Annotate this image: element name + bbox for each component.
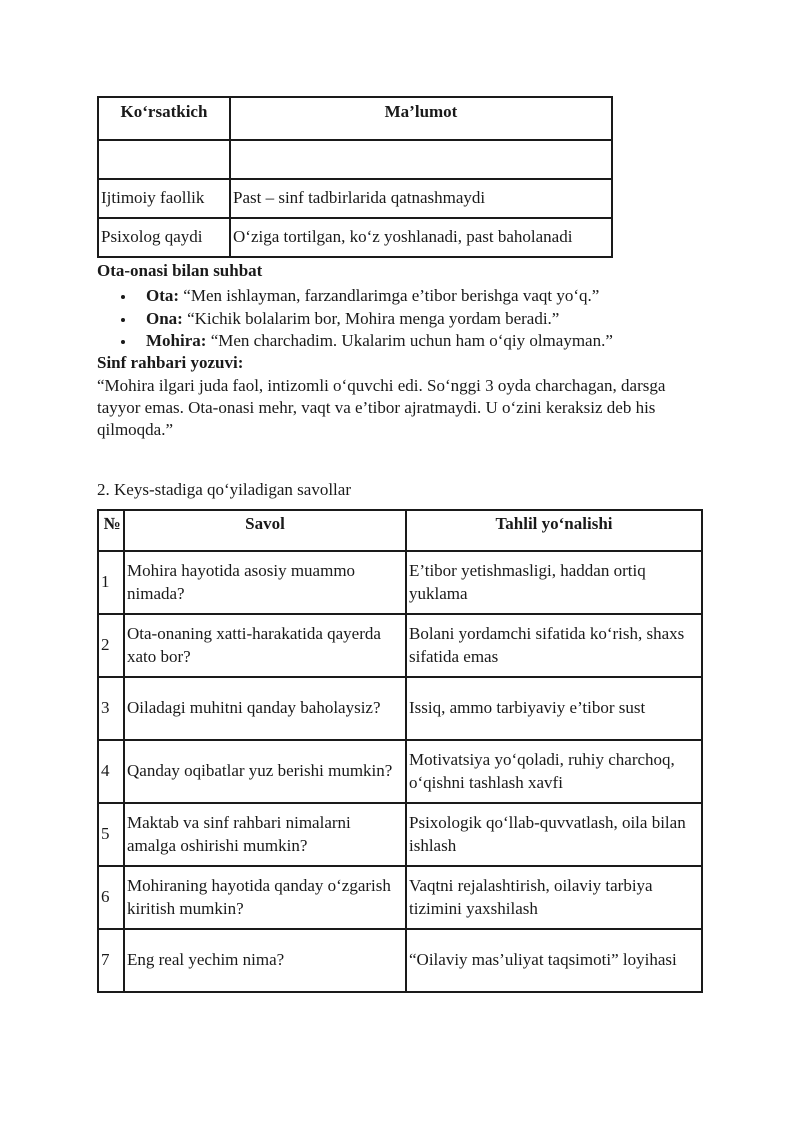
question-cell: Oiladagi muhitni qanday baholaysiz? [124,677,406,740]
table-row [98,677,702,740]
row-number: 3 [98,677,124,740]
analysis-cell: Motivatsiya yo‘qoladi, ruhiy charchoq, o‘qishni tashlash xavfi [406,740,702,803]
analysis-cell: Bolani yordamchi sifatida ko‘rish, shaxs sifatida emas [406,614,702,677]
header-indicator: Ko‘rsatkich [98,97,230,140]
table-row [98,740,702,803]
teacher-note-text: “Mohira ilgari juda faol, intizomli o‘quvchi edi. So‘nggi 3 oyda charchagan, darsga tayyor emas. Ota-onasi mehr, vaqt va e’tibor ajratmaydi. U o‘zini keraksiz deb his qilmoqda.” [97,376,666,440]
quote-text: “Men charchadim. Ukalarim uchun ham o‘qiy olmayman.” [206,331,613,350]
info-table-header [98,97,612,140]
table-row [98,218,612,257]
table-cell: Ijtimoiy faollik [98,179,230,218]
row-number: 6 [98,866,124,929]
questions-table [97,509,703,993]
list-item [97,308,613,331]
table-row [98,179,612,218]
quote-text: “Men ishlayman, farzandlarimga e’tibor berishga vaqt yo‘q.” [179,286,600,305]
header-info: Ma’lumot [230,97,612,140]
speaker-label: Ota: [146,286,180,305]
table-row [98,803,702,866]
analysis-cell: Vaqtni rejalashtirish, oilaviy tarbiya tizimini yaxshilash [406,866,702,929]
question-cell: Eng real yechim nima? [124,929,406,992]
speaker-label: Mohira: [146,331,207,350]
row-number: 4 [98,740,124,803]
analysis-cell: Issiq, ammo tarbiyaviy e’tibor sust [406,677,702,740]
question-cell: Qanday oqibatlar yuz berishi mumkin? [124,740,406,803]
table-cell: O‘ziga tortilgan, ko‘z yoshlanadi, past baholanadi [230,218,612,257]
analysis-cell: “Oilaviy mas’uliyat taqsimoti” loyihasi [406,929,702,992]
header-question: Savol [124,510,406,551]
questions-table-header [98,510,702,551]
row-number: 2 [98,614,124,677]
teacher-note-heading: Sinf rahbari yozuvi: [97,353,244,372]
row-number: 1 [98,551,124,614]
table-row [98,866,702,929]
header-number: № [98,510,124,551]
list-item [97,285,613,308]
list-item [97,330,613,353]
questions-heading: 2. Keys-stadiga qo‘yiladigan savollar [97,480,351,499]
table-row [98,614,702,677]
table-cell [230,140,612,179]
analysis-cell: E’tibor yetishmasligi, haddan ortiq yuklama [406,551,702,614]
question-cell: Mohira hayotida asosiy muammo nimada? [124,551,406,614]
table-cell: Past – sinf tadbirlarida qatnashmaydi [230,179,612,218]
parents-heading: Ota-onasi bilan suhbat [97,261,263,280]
question-cell: Maktab va sinf rahbari nimalarni amalga oshirishi mumkin? [124,803,406,866]
parent-quotes-list [97,285,613,353]
table-cell: Psixolog qaydi [98,218,230,257]
question-cell: Ota-onaning xatti-harakatida qayerda xato bor? [124,614,406,677]
question-cell: Mohiraning hayotida qanday o‘zgarish kiritish mumkin? [124,866,406,929]
row-number: 7 [98,929,124,992]
info-table [97,96,613,258]
header-analysis: Tahlil yo‘nalishi [406,510,702,551]
table-row [98,551,702,614]
table-row [98,929,702,992]
table-cell [98,140,230,179]
quote-text: “Kichik bolalarim bor, Mohira menga yordam beradi.” [182,308,560,328]
row-number: 5 [98,803,124,866]
speaker-label: Ona: [146,308,183,328]
table-row [98,140,612,179]
analysis-cell: Psixologik qo‘llab-quvvatlash, oila bilan ishlash [406,803,702,866]
